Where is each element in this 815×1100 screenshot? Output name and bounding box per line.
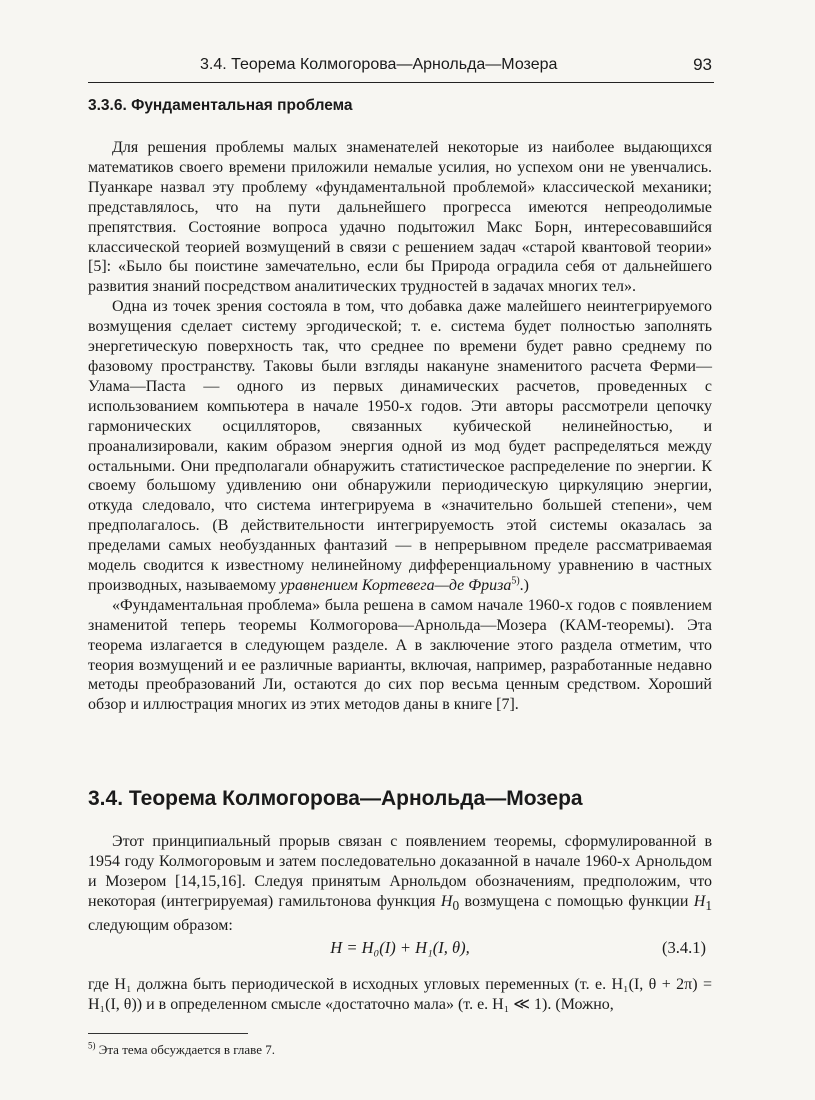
paragraph-fundamental-problem: Для решения проблемы малых знаменателей некоторые из наиболее выдающихся математиков своего времени приложили немалые усилия, но успехом они не увенчались. Пуанкаре назвал эту проблему «фундаментальной проблемой» классической механики; представлялось, что на пути дальнейшего прогресса имеются непреодолимые препятствия. Состояние вопроса удачно подытожил Макс Борн, интересовавшийся классической теорией возмущений в связи с решением задач «старой квантовой теории» [5]: «Было бы поистине замечательно, если бы Природа оградила себя от дальнейшего развития знаний посредством аналитических трудностей в задачах многих тел».	[88, 139, 712, 296]
running-title: 3.4. Теорема Колмогорова—Арнольда—Мозера	[200, 56, 558, 73]
paragraph-after-equation: где H₁ должна быть периодической в исходных угловых переменных (т. е. H₁(I, θ + 2π) = H₁(I, θ)) и в определенном смысле «достаточно мала» (т. е. H₁ ≪ 1). (Можно,	[88, 976, 712, 1013]
footnote-divider	[88, 1033, 248, 1034]
paragraph-kam-solution: «Фундаментальная проблема» была решена в самом начале 1960-х годов с появлением знаменитой теперь теоремы Колмогорова—Арнольда—Мозера (КАМ-теоремы). Эта теорема излагается в следующем разделе. А в заключение этого раздела отметим, что теория возмущений и ее различные варианты, включая, например, разработанные недавно методы преобразований Ли, остаются до сих пор весьма ценным средством. Хороший обзор и иллюстрация многих из этих методов даны в книге [7].	[88, 596, 712, 714]
equation-formula: H = H₀(I) + H₁(I, θ),	[330, 938, 470, 957]
h1-symbol: H	[693, 892, 706, 910]
kdv-term: уравнением Кортевега—де Фриза	[280, 576, 512, 594]
footnote-mark: 5)	[88, 1040, 96, 1051]
running-head	[88, 52, 714, 83]
footnote-text: Эта тема обсуждается в главе 7.	[95, 1042, 275, 1057]
equation-3-4-1	[88, 938, 712, 962]
subsection-title: 3.3.6. Фундаментальная проблема	[88, 97, 353, 114]
h0-subscript: 0	[452, 897, 460, 913]
paragraph-kam-intro	[88, 832, 712, 936]
intro-text-c: следующим образом:	[88, 916, 233, 934]
after-equation-body	[88, 975, 712, 1015]
page-number: 93	[693, 55, 712, 74]
h1-subscript: 1	[705, 897, 712, 913]
intro-text-b: возмущена с помощью функции	[459, 892, 694, 910]
kdv-closing: .)	[519, 576, 529, 594]
section-intro	[88, 832, 712, 936]
h0-symbol: H	[440, 892, 453, 910]
equation-number: (3.4.1)	[662, 938, 706, 957]
footnote-ref: 5)	[511, 575, 520, 587]
subsection-body	[88, 138, 712, 715]
intro-text-a: Этот принципиальный прорыв связан с появлением теоремы, сформулированной в 1954 году Колмогоровым и затем последовательно доказанной в начале 1960-х Арнольдом и Мозером [14,15,16]. Следуя принятым Арнольдом обозначениям, предположим, что некоторая (интегрируемая) гамильтонова функция	[88, 833, 712, 910]
section-title: 3.4. Теорема Колмогорова—Арнольда—Мозера	[88, 787, 583, 810]
paragraph-ergodic-text: Одна из точек зрения состояла в том, что добавка даже малейшего неинтегрируемого возмущения сделает систему эргодической; т. е. система будет полностью заполнять энергетическую поверхность так, что среднее по времени будет равно среднему по фазовому пространству. Таковы были взгляды накануне знаменитого расчета Ферми—Улама—Паста — одного из первых динамических расчетов, проведенных с использованием компьютера в начале 1950-х годов. Эти авторы рассмотрели цепочку гармонических осцилляторов, связанных кубической нелинейностью, и проанализировали, каким образом энергия одной из мод будет распределяться между остальными. Они предполагали обнаружить статистическое распределение по энергии. К своему большому удивлению они обнаружили периодическую циркуляцию энергии, откуда следовало, что система интегрируема в «значительно большей степени», чем предполагалось. (В действительности интегрируемость этой системы оказалась за пределами самых необузданных фантазий — в непрерывном пределе рассматриваемая модель сводится к известному нелинейному дифференциальному уравнению в частных производных, называемому	[88, 298, 712, 594]
footnote	[88, 1042, 275, 1058]
paragraph-ergodic-view	[88, 297, 712, 596]
